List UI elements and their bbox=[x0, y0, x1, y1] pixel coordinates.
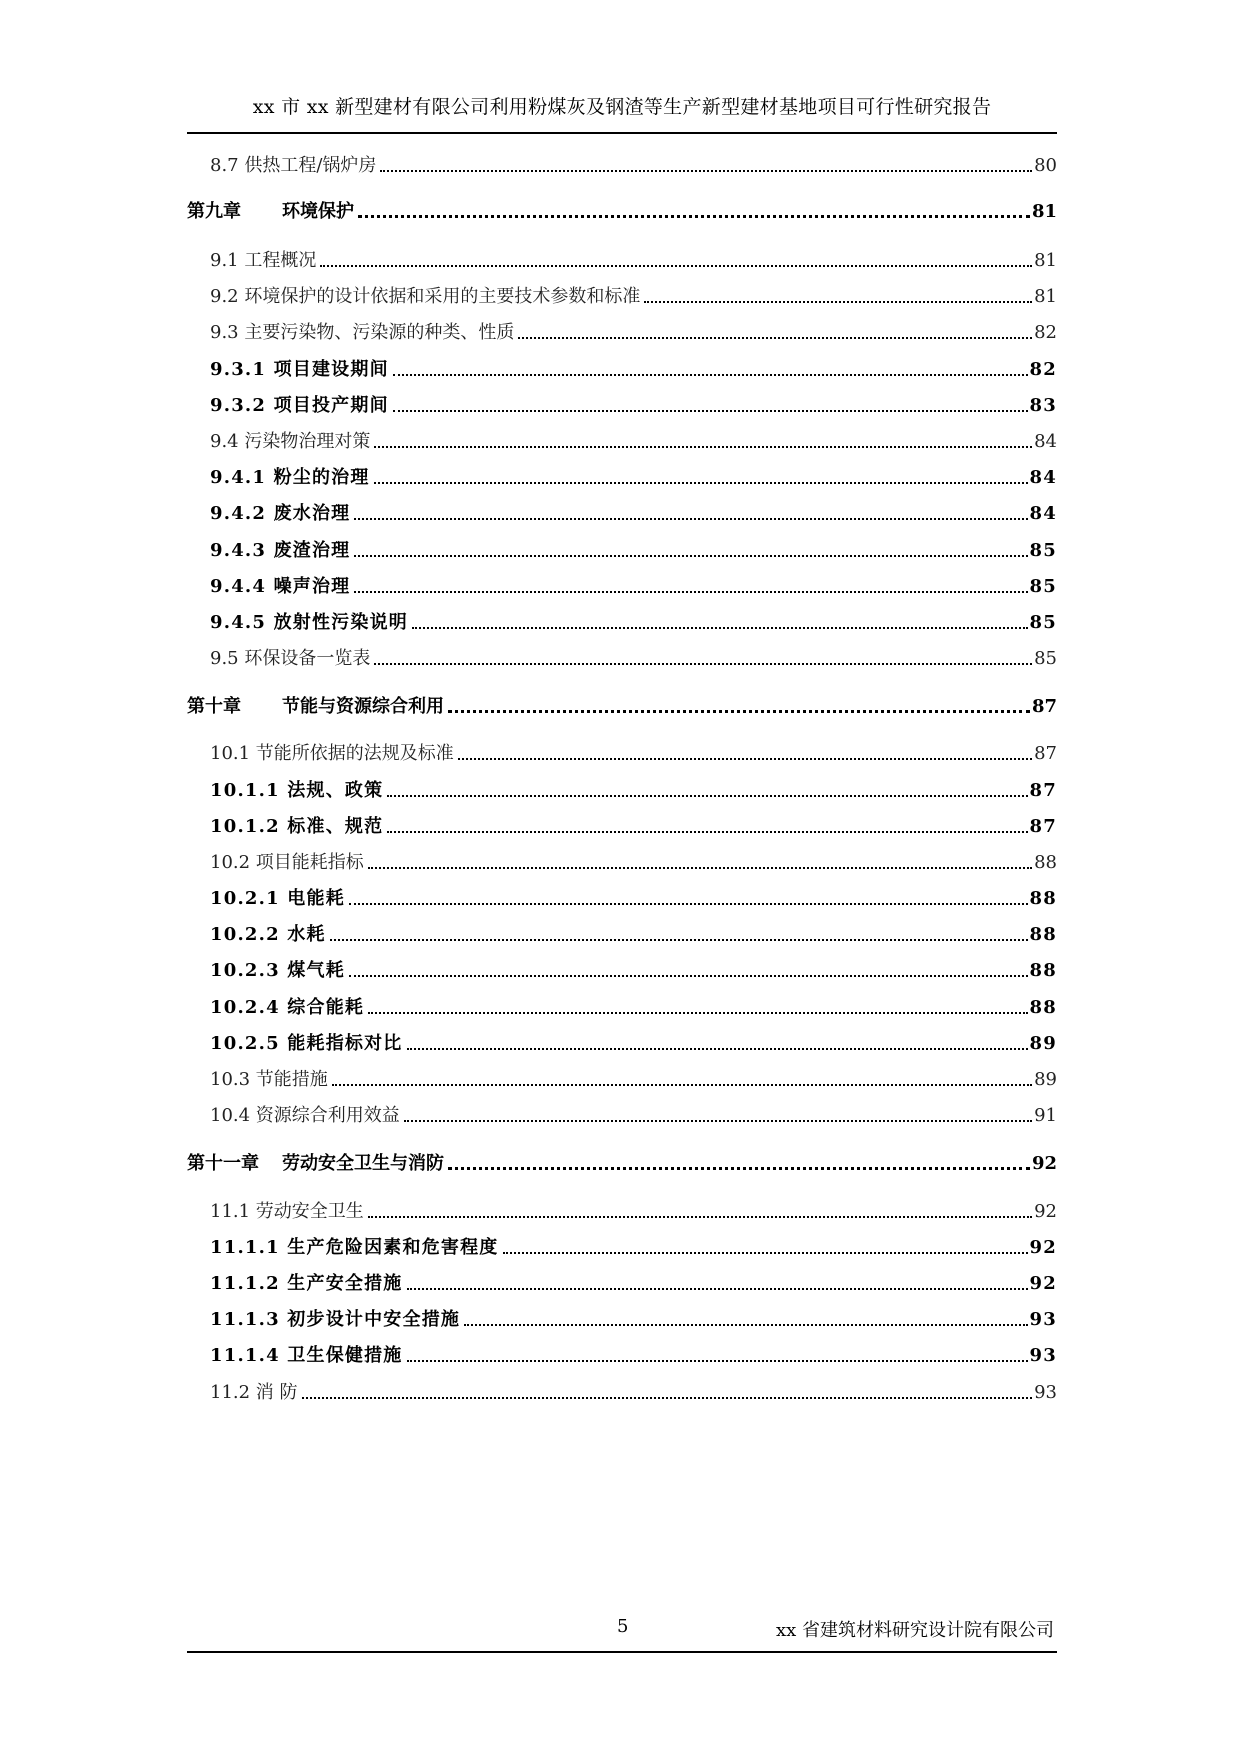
toc-entry-label: 11.2 消 防 bbox=[210, 1382, 298, 1403]
toc-dot-leader bbox=[393, 410, 1028, 412]
toc-entry-row bbox=[187, 389, 1057, 417]
toc-page-number: 92 bbox=[1029, 1273, 1057, 1294]
toc-entry-label: 10.3 节能措施 bbox=[210, 1069, 328, 1090]
toc-dot-leader bbox=[393, 374, 1028, 376]
toc-page-number: 84 bbox=[1034, 431, 1057, 452]
toc-dot-leader bbox=[374, 663, 1032, 665]
toc-dot-leader bbox=[368, 1216, 1032, 1218]
toc-dot-leader bbox=[354, 555, 1027, 557]
toc-entry-row bbox=[187, 991, 1057, 1019]
toc-entry-row bbox=[187, 1063, 1057, 1091]
toc-entry-label: 9.3.1 项目建设期间 bbox=[210, 359, 389, 380]
toc-entry-label: 11.1.2 生产安全措施 bbox=[210, 1273, 403, 1294]
toc-dot-leader bbox=[503, 1252, 1028, 1254]
toc-entry-label: 10.2.1 电能耗 bbox=[210, 888, 345, 909]
toc-dot-leader bbox=[354, 591, 1027, 593]
toc-page-number: 87 bbox=[1034, 743, 1057, 764]
header-rule bbox=[187, 132, 1057, 134]
toc-page-number: 92 bbox=[1029, 1237, 1057, 1258]
toc-dot-leader bbox=[518, 337, 1032, 339]
toc-page-number: 83 bbox=[1029, 395, 1057, 416]
toc-entry-row bbox=[187, 1376, 1057, 1404]
toc-dot-leader bbox=[349, 903, 1028, 905]
toc-entry-label: 10.2 项目能耗指标 bbox=[210, 852, 364, 873]
toc-entry-label: 9.5 环保设备一览表 bbox=[210, 648, 371, 669]
toc-chapter-number: 第十章 bbox=[187, 696, 241, 717]
toc-entry-label: 9.1 工程概况 bbox=[210, 250, 317, 271]
toc-page-number: 87 bbox=[1031, 696, 1057, 717]
toc-chapter-row bbox=[187, 1147, 1057, 1175]
toc-entry-row bbox=[187, 1267, 1057, 1295]
toc-chapter-number: 第十一章 bbox=[187, 1153, 259, 1174]
toc-entry-label: 9.3.2 项目投产期间 bbox=[210, 395, 389, 416]
toc-page-number: 85 bbox=[1029, 612, 1057, 633]
toc-entry-row bbox=[187, 1195, 1057, 1223]
toc-dot-leader bbox=[644, 301, 1032, 303]
toc-entry-label: 11.1 劳动安全卫生 bbox=[210, 1201, 364, 1222]
toc-entry-row bbox=[187, 353, 1057, 381]
toc-entry-label: 10.1.2 标准、规范 bbox=[210, 816, 384, 837]
toc-page-number: 88 bbox=[1034, 852, 1057, 873]
toc-page-number: 88 bbox=[1029, 960, 1057, 981]
toc-entry-label bbox=[187, 1153, 448, 1175]
toc-dot-leader bbox=[458, 758, 1032, 760]
toc-chapter-number: 第九章 bbox=[187, 201, 241, 222]
footer-page-number: 5 bbox=[617, 1616, 629, 1637]
toc-entry-row bbox=[187, 1027, 1057, 1055]
toc-dot-leader bbox=[412, 627, 1028, 629]
toc-entry-row bbox=[187, 149, 1057, 177]
toc-entry-label: 9.4.5 放射性污染说明 bbox=[210, 612, 408, 633]
toc-entry-label: 10.2.5 能耗指标对比 bbox=[210, 1033, 403, 1054]
toc-entry-row bbox=[187, 534, 1057, 562]
toc-page-number: 82 bbox=[1029, 359, 1057, 380]
footer-rule bbox=[187, 1651, 1057, 1653]
toc-dot-leader bbox=[387, 795, 1027, 797]
toc-page-number: 91 bbox=[1034, 1105, 1057, 1126]
toc-entry-label: 10.1 节能所依据的法规及标准 bbox=[210, 743, 454, 764]
toc-entry-row bbox=[187, 810, 1057, 838]
toc-page-number: 93 bbox=[1029, 1345, 1057, 1366]
toc-dot-leader bbox=[349, 975, 1028, 977]
toc-entry-row bbox=[187, 1339, 1057, 1367]
toc-entry-row bbox=[187, 316, 1057, 344]
toc-entry-row bbox=[187, 497, 1057, 525]
toc-page-number: 93 bbox=[1034, 1382, 1057, 1403]
toc-dot-leader bbox=[448, 710, 1030, 713]
toc-page-number: 89 bbox=[1029, 1033, 1057, 1054]
toc-page-number: 84 bbox=[1029, 467, 1057, 488]
header-title: xx 市 xx 新型建材有限公司利用粉煤灰及钢渣等生产新型建材基地项目可行性研究报告 bbox=[252, 96, 992, 118]
toc-page-number: 80 bbox=[1034, 155, 1057, 176]
toc-entry-label: 8.7 供热工程/锅炉房 bbox=[210, 155, 377, 176]
toc-entry-label: 9.4.2 废水治理 bbox=[210, 503, 351, 524]
toc-page-number: 81 bbox=[1034, 250, 1057, 271]
toc-dot-leader bbox=[407, 1048, 1028, 1050]
toc-entry-label bbox=[187, 696, 448, 718]
toc-entry-label bbox=[187, 201, 358, 223]
toc-entry-row bbox=[187, 846, 1057, 874]
toc-dot-leader bbox=[374, 446, 1032, 448]
toc-entry-row bbox=[187, 1231, 1057, 1259]
toc-dot-leader bbox=[387, 831, 1027, 833]
toc-entry-row bbox=[187, 882, 1057, 910]
toc-dot-leader bbox=[354, 518, 1027, 520]
toc-entry-label: 11.1.4 卫生保健措施 bbox=[210, 1345, 403, 1366]
toc-entry-label: 11.1.3 初步设计中安全措施 bbox=[210, 1309, 461, 1330]
toc-chapter-title: 环境保护 bbox=[282, 201, 354, 222]
toc-chapter-title: 劳动安全卫生与消防 bbox=[282, 1153, 444, 1174]
toc-page-number: 84 bbox=[1029, 503, 1057, 524]
toc-entry-row bbox=[187, 642, 1057, 670]
toc-dot-leader bbox=[380, 170, 1032, 172]
toc-dot-leader bbox=[407, 1288, 1028, 1290]
toc-entry-label: 10.2.3 煤气耗 bbox=[210, 960, 345, 981]
toc-entry-row bbox=[187, 954, 1057, 982]
toc-entry-label: 9.4.1 粉尘的治理 bbox=[210, 467, 370, 488]
toc-page-number: 89 bbox=[1034, 1069, 1057, 1090]
toc-dot-leader bbox=[368, 867, 1032, 869]
toc-entry-label: 9.4 污染物治理对策 bbox=[210, 431, 371, 452]
toc-entry-row bbox=[187, 461, 1057, 489]
toc-entry-label: 10.1.1 法规、政策 bbox=[210, 780, 384, 801]
toc-page-number: 87 bbox=[1029, 816, 1057, 837]
toc-page-number: 82 bbox=[1034, 322, 1057, 343]
toc-entry-row bbox=[187, 918, 1057, 946]
toc-page-number: 87 bbox=[1029, 780, 1057, 801]
toc-dot-leader bbox=[374, 482, 1028, 484]
toc-page-number: 85 bbox=[1029, 576, 1057, 597]
toc-entry-row bbox=[187, 1303, 1057, 1331]
toc-page-number: 92 bbox=[1031, 1153, 1057, 1174]
toc-page-number: 85 bbox=[1029, 540, 1057, 561]
footer-organization: xx 省建筑材料研究设计院有限公司 bbox=[775, 1620, 1054, 1641]
toc-entry-row bbox=[187, 280, 1057, 308]
toc-entry-row bbox=[187, 606, 1057, 634]
toc-page-number: 88 bbox=[1029, 924, 1057, 945]
toc-chapter-title: 节能与资源综合利用 bbox=[282, 696, 444, 717]
toc-page-number: 88 bbox=[1029, 997, 1057, 1018]
toc-entry-label: 9.3 主要污染物、污染源的种类、性质 bbox=[210, 322, 515, 343]
toc-page-number: 93 bbox=[1029, 1309, 1057, 1330]
toc-dot-leader bbox=[332, 1084, 1032, 1086]
toc-entry-label: 10.2.4 综合能耗 bbox=[210, 997, 365, 1018]
toc-dot-leader bbox=[448, 1167, 1030, 1170]
toc-entry-row bbox=[187, 737, 1057, 765]
toc-entry-label: 10.4 资源综合利用效益 bbox=[210, 1105, 400, 1126]
toc-entry-label: 9.4.3 废渣治理 bbox=[210, 540, 351, 561]
toc-dot-leader bbox=[320, 265, 1032, 267]
toc-entry-row bbox=[187, 1099, 1057, 1127]
toc-chapter-row bbox=[187, 195, 1057, 223]
toc-dot-leader bbox=[302, 1397, 1033, 1399]
toc-entry-row bbox=[187, 570, 1057, 598]
toc-dot-leader bbox=[330, 939, 1028, 941]
toc-dot-leader bbox=[464, 1324, 1027, 1326]
toc-dot-leader bbox=[404, 1120, 1032, 1122]
toc-entry-label: 9.4.4 噪声治理 bbox=[210, 576, 351, 597]
toc-page-number: 85 bbox=[1034, 648, 1057, 669]
toc-entry-label: 9.2 环境保护的设计依据和采用的主要技术参数和标准 bbox=[210, 286, 641, 307]
toc-dot-leader bbox=[358, 215, 1030, 218]
toc-page-number: 81 bbox=[1031, 201, 1057, 222]
toc-entry-label: 10.2.2 水耗 bbox=[210, 924, 326, 945]
toc-page-number: 81 bbox=[1034, 286, 1057, 307]
toc-chapter-row bbox=[187, 690, 1057, 718]
toc-entry-row bbox=[187, 425, 1057, 453]
toc-dot-leader bbox=[368, 1012, 1027, 1014]
toc-dot-leader bbox=[407, 1360, 1028, 1362]
toc-entry-label: 11.1.1 生产危险因素和危害程度 bbox=[210, 1237, 499, 1258]
toc-entry-row bbox=[187, 244, 1057, 272]
toc-page-number: 92 bbox=[1034, 1201, 1057, 1222]
toc-entry-row bbox=[187, 774, 1057, 802]
toc-page-number: 88 bbox=[1029, 888, 1057, 909]
